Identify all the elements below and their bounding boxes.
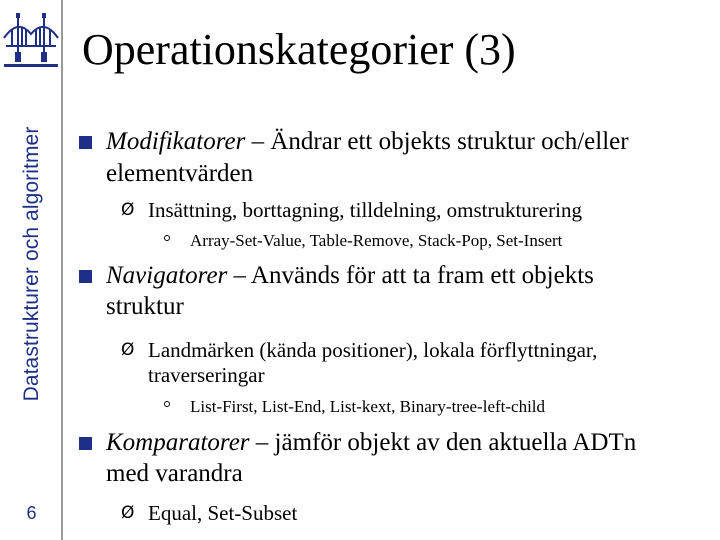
circle-bullet-icon (164, 401, 170, 407)
square-bullet-icon (79, 437, 92, 450)
sub-bullet-modifikatorer (121, 198, 582, 223)
sub-bullet-text: Insättning, borttagning, tilldelning, omstrukturering (148, 198, 582, 222)
sub-bullet-text: Landmärken (kända positioner), lokala förflyttningar, (148, 338, 598, 362)
arrow-bullet-icon: Ø (121, 340, 135, 360)
circle-bullet-icon (164, 235, 170, 241)
bullet-modifikatorer (106, 126, 629, 158)
bullet-modifikatorer-continuation: elementvärden (106, 160, 254, 187)
square-bullet-icon (79, 136, 92, 149)
example-text: Array-Set-Value, Table-Remove, Stack-Pop, Set-Insert (190, 231, 563, 250)
sub-bullet-navigatorer (121, 338, 598, 363)
bullet-term: Komparatorer (106, 429, 250, 456)
bullet-komparatorer (106, 427, 636, 459)
sub-bullet-navigatorer-continuation: traverseringar (148, 363, 265, 387)
bullet-navigatorer (106, 260, 594, 292)
square-bullet-icon (79, 270, 92, 283)
example-text: List-First, List-End, List-kext, Binary-tree-left-child (190, 397, 546, 416)
bridge-logo-icon (2, 10, 60, 72)
bullet-term: Modifikatorer (106, 128, 246, 155)
example-modifikatorer (190, 230, 562, 252)
bullet-text: – Ändrar ett objekts struktur och/eller (245, 128, 629, 155)
sidebar (0, 0, 63, 540)
bullet-komparatorer-continuation: med varandra (106, 460, 243, 487)
bullet-term: Navigatorer (106, 262, 228, 289)
sub-bullet-komparatorer (121, 501, 298, 526)
bullet-text: – Används för att ta fram ett objekts (227, 262, 594, 289)
arrow-bullet-icon: Ø (121, 503, 135, 523)
example-navigatorer (190, 396, 545, 418)
vertical-course-title: Datastrukturer och algoritmer (20, 126, 43, 402)
sub-bullet-text: Equal, Set-Subset (148, 501, 298, 525)
page-number: 6 (26, 503, 37, 523)
slide-title: Operationskategorier (3) (82, 25, 516, 74)
bullet-text: – jämför objekt av den aktuella ADTn (249, 429, 637, 456)
bullet-navigatorer-continuation: struktur (106, 293, 184, 320)
arrow-bullet-icon: Ø (121, 200, 135, 220)
